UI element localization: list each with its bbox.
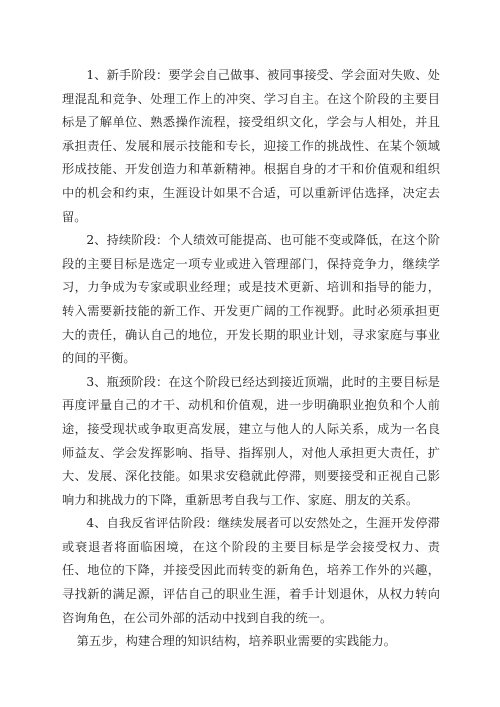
- paragraph-bottleneck-stage: 3、瓶颈阶段：在这个阶段已经达到接近顶端，此时的主要目标是再度评量自己的才干、动机和价值观，进一步明确职业抱负和个人前途，接受现状或争取更高发展，建立与他人的人际关系，成为一名良师益友、学会发挥影响、指导、指挥别人，对他人承担更大责任，扩大、发展、深化技能。如果求安稳就此停滞，则要接受和正视自己影响力和挑战力的下降，重新思考自我与工作、家庭、朋友的关系。: [62, 374, 440, 507]
- paragraph-reflection-stage: 4、自我反省评估阶段：继续发展者可以安然处之，生涯开发停滞或衰退者将面临困境，在这个阶段的主要目标是学会接受权力、责任、地位的下降，并接受因此而转变的新角色，培养工作外的兴趣，寻找新的满足源，评估自己的职业生涯，着手计划退休，从权力转向咨询角色，在公司外部的活动中找到自我的统一。: [62, 516, 440, 625]
- paragraph-continuing-stage: 2、持续阶段：个人绩效可能提高、也可能不变或降低，在这个阶段的主要目标是选定一项专业或进入管理部门，保持竞争力，继续学习，力争成为专家或职业经理；或是技术更新、培训和指导的能力，转入需要新技能的新工作、开发更广阔的工作视野。此时必须承担更大的责任，确认自己的地位，开发长期的职业计划，寻求家庭与事业的间的平衡。: [62, 233, 440, 366]
- paragraph-step-five: 第五步，构建合理的知识结构，培养职业需要的实践能力。: [76, 634, 397, 649]
- paragraph-novice-stage: 1、新手阶段：要学会自己做事、被同事接受、学会面对失败、处理混乱和竞争、处理工作上的冲突、学习自主。在这个阶段的主要目标是了解单位、熟悉操作流程，接受组织文化，学会与人相处，并且承担责任、发展和展示技能和专长，迎接工作的挑战性、在某个领域形成技能、开发创造力和革新精神。根据自身的才干和价值观和组织中的机会和约束，生涯设计如果不合适，可以重新评估选择，决定去留。: [62, 68, 440, 224]
- document-page: [62, 64, 440, 654]
